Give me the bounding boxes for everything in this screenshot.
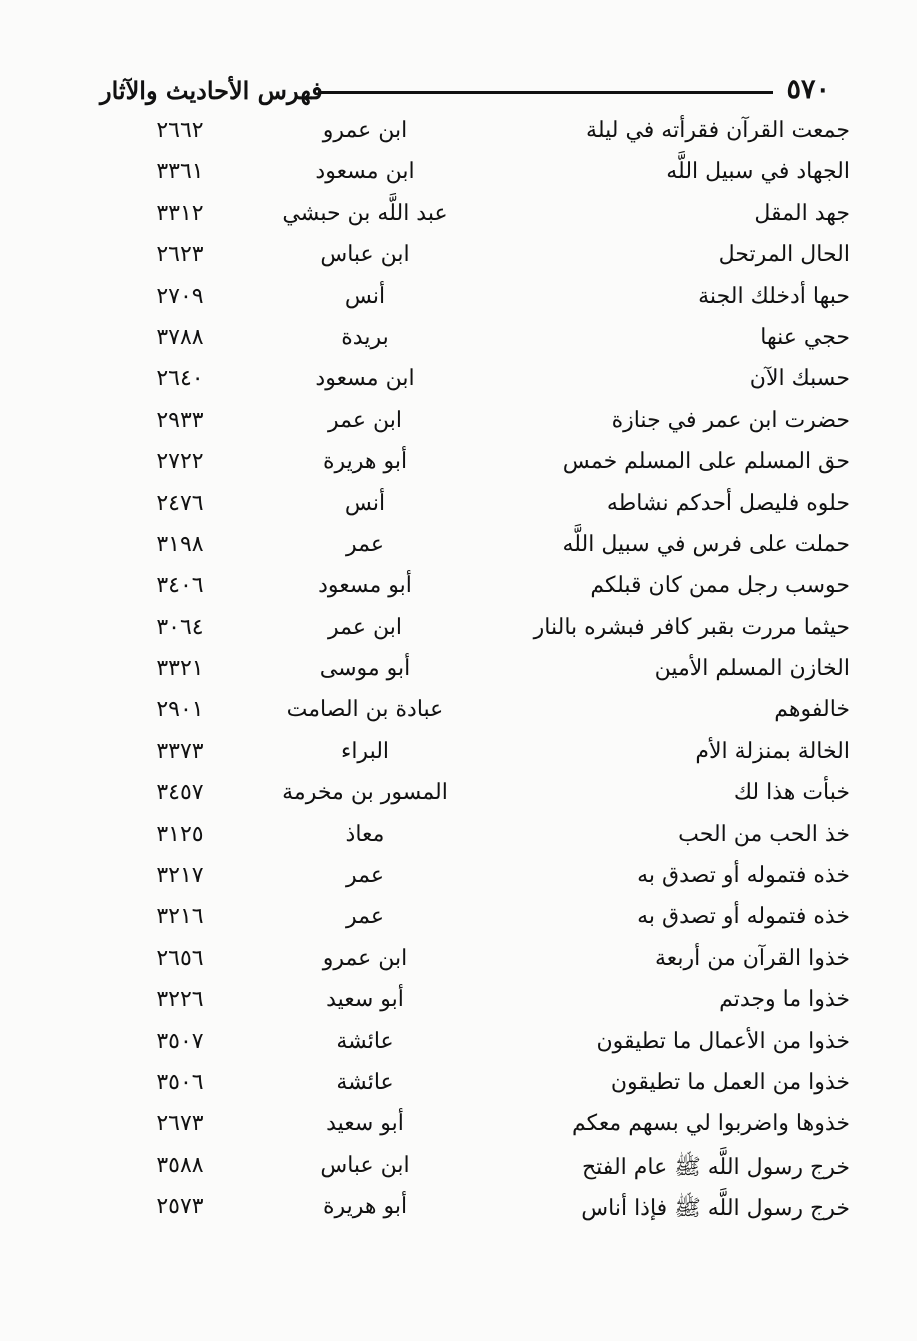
hadith-number: ٢٦٢٣	[156, 242, 204, 268]
index-entries	[90, 114, 850, 1232]
narrator-name: أبو سعيد	[326, 1111, 404, 1137]
hadith-number: ٢٤٧٦	[156, 490, 204, 516]
hadith-text: جهد المقل	[754, 200, 850, 226]
hadith-text: حبها أدخلك الجنة	[698, 283, 850, 309]
hadith-number: ٢٧٢٢	[156, 449, 204, 475]
narrator-name: عمر	[346, 531, 384, 557]
page-header	[100, 70, 830, 120]
index-entry-row	[90, 942, 850, 983]
hadith-number: ٢٦٤٠	[156, 366, 204, 392]
hadith-number: ٣٢٢٦	[156, 987, 204, 1013]
index-entry-row	[90, 238, 850, 279]
index-entry-row	[90, 818, 850, 859]
hadith-number: ٢٦٧٣	[156, 1111, 204, 1137]
hadith-text: خذوا ما وجدتم	[719, 987, 850, 1013]
hadith-text: الخازن المسلم الأمين	[654, 656, 850, 682]
narrator-name: أبو مسعود	[318, 573, 412, 599]
index-entry-row	[90, 735, 850, 776]
index-entry-row	[90, 528, 850, 569]
hadith-number: ٢٩٣٣	[156, 407, 204, 433]
hadith-number: ٣٧٨٨	[156, 324, 204, 350]
hadith-number: ٣٢١٧	[156, 863, 204, 889]
hadith-text: حق المسلم على المسلم خمس	[562, 449, 850, 475]
index-entry-row	[90, 155, 850, 196]
narrator-name: عمر	[346, 863, 384, 889]
hadith-number: ٢٧٠٩	[156, 283, 204, 309]
index-entry-row	[90, 1149, 850, 1190]
index-entry-row	[90, 197, 850, 238]
index-entry-row	[90, 569, 850, 610]
narrator-name: عائشة	[336, 1069, 394, 1095]
hadith-text: خذوا من الأعمال ما تطيقون	[596, 1028, 850, 1054]
narrator-name: عائشة	[336, 1028, 394, 1054]
narrator-name: ابن عمر	[328, 407, 402, 433]
index-entry-row	[90, 776, 850, 817]
narrator-name: ابن عباس	[320, 1152, 410, 1178]
narrator-name: أنس	[344, 283, 386, 309]
hadith-text: حسبك الآن	[749, 366, 850, 392]
hadith-text: حلوه فليصل أحدكم نشاطه	[606, 490, 850, 516]
narrator-name: المسور بن مخرمة	[282, 780, 448, 806]
hadith-text: الخالة بمنزلة الأم	[695, 738, 850, 764]
hadith-number: ٢٩٠١	[156, 697, 204, 723]
hadith-text: جمعت القرآن فقرأته في ليلة	[586, 118, 850, 143]
index-entry-row	[90, 1025, 850, 1066]
index-entry-row	[90, 693, 850, 734]
hadith-number: ٢٦٥٦	[156, 945, 204, 971]
hadith-text: حوسب رجل ممن كان قبلكم	[590, 573, 850, 599]
narrator-name: أنس	[344, 490, 386, 516]
narrator-name: عبد اللَّه بن حبشي	[282, 200, 448, 226]
hadith-text: الجهاد في سبيل اللَّه	[666, 159, 850, 185]
narrator-name: عمر	[346, 904, 384, 930]
index-entry-row	[90, 611, 850, 652]
hadith-number: ٣١٩٨	[156, 531, 204, 557]
hadith-text: خرج رسول اللَّه ﷺ عام الفتح	[581, 1154, 850, 1180]
hadith-text: حجي عنها	[760, 324, 850, 350]
index-entry-row	[90, 280, 850, 321]
hadith-number: ٣٣٦١	[156, 159, 204, 185]
index-entry-row	[90, 1066, 850, 1107]
index-entry-row	[90, 404, 850, 445]
narrator-name: ابن مسعود	[315, 159, 415, 185]
hadith-number: ٣٥٠٦	[156, 1069, 204, 1095]
hadith-text: حيثما مررت بقبر كافر فبشره بالنار	[533, 614, 850, 640]
narrator-name: أبو هريرة	[322, 449, 408, 475]
hadith-number: ٣٣٧٣	[156, 738, 204, 764]
hadith-text: خذوا من العمل ما تطيقون	[610, 1069, 850, 1095]
narrator-name: ابن عمرو	[322, 945, 408, 971]
index-entry-row	[90, 859, 850, 900]
index-entry-row	[90, 983, 850, 1024]
hadith-text: خذ الحب من الحب	[678, 821, 850, 847]
hadith-number: ٢٦٦٢	[156, 118, 204, 143]
narrator-name: ابن عمرو	[322, 118, 408, 143]
hadith-text: خالفوهم	[774, 697, 850, 723]
index-entry-row	[90, 487, 850, 528]
hadith-text: خذوها واضربوا لي بسهم معكم	[572, 1111, 850, 1137]
hadith-text: حضرت ابن عمر في جنازة	[611, 407, 850, 433]
index-entry-row	[90, 900, 850, 941]
index-entry-row	[90, 362, 850, 403]
hadith-number: ٣٣٢١	[156, 656, 204, 682]
index-entry-row	[90, 1107, 850, 1148]
hadith-text: خذوا القرآن من أربعة	[654, 945, 850, 971]
hadith-number: ٣١٢٥	[156, 821, 204, 847]
hadith-number: ٣٤٠٦	[156, 573, 204, 599]
hadith-number: ٣٤٥٧	[156, 780, 204, 806]
index-entry-row	[90, 1190, 850, 1231]
hadith-text: خبأت هذا لك	[733, 780, 850, 806]
hadith-text: خرج رسول اللَّه ﷺ فإذا أناس	[581, 1196, 850, 1222]
narrator-name: عبادة بن الصامت	[286, 697, 444, 723]
index-entry-row	[90, 114, 850, 155]
hadith-number: ٣٥٠٧	[156, 1028, 204, 1054]
narrator-name: أبو موسى	[319, 656, 411, 682]
narrator-name: البراء	[340, 738, 390, 764]
narrator-name: أبو هريرة	[322, 1194, 408, 1220]
narrator-name: معاذ	[345, 821, 385, 847]
narrator-name: أبو سعيد	[326, 987, 404, 1013]
narrator-name: ابن مسعود	[315, 366, 415, 392]
header-rule	[318, 91, 773, 94]
hadith-number: ٢٥٧٣	[156, 1194, 204, 1220]
narrator-name: ابن عمر	[328, 614, 402, 640]
hadith-text: حملت على فرس في سبيل اللَّه	[562, 531, 850, 557]
narrator-name: بريدة	[341, 324, 389, 350]
index-entry-row	[90, 445, 850, 486]
narrator-name: ابن عباس	[320, 242, 410, 268]
hadith-number: ٣٣١٢	[156, 200, 204, 226]
hadith-number: ٣٠٦٤	[156, 614, 204, 640]
index-entry-row	[90, 652, 850, 693]
hadith-number: ٣٥٨٨	[156, 1152, 204, 1178]
page-number: ٥٧٠	[786, 74, 830, 105]
hadith-text: الحال المرتحل	[718, 242, 850, 268]
index-entry-row	[90, 321, 850, 362]
hadith-number: ٣٢١٦	[156, 904, 204, 930]
hadith-text: خذه فتموله أو تصدق به	[637, 904, 850, 930]
running-title: فهرس الأحاديث والآثار	[100, 76, 323, 105]
hadith-text: خذه فتموله أو تصدق به	[637, 863, 850, 889]
